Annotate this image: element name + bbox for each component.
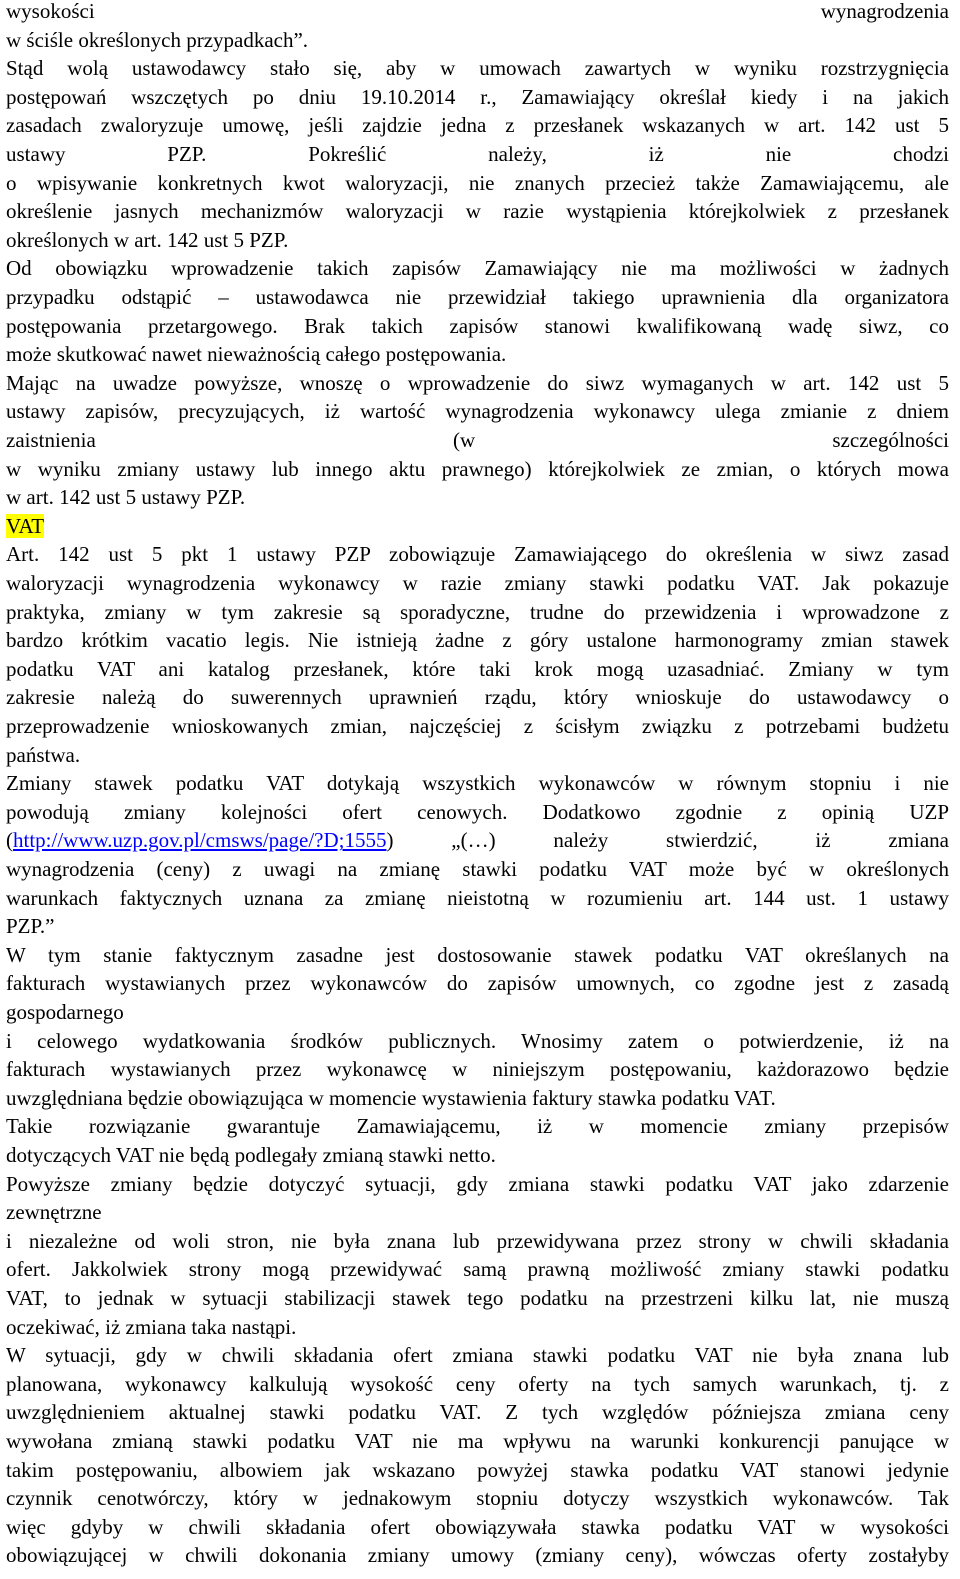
text-line: PZP.”	[6, 914, 55, 939]
text-line: wysokości wynagrodzenia	[6, 0, 949, 23]
text-line: fakturach wystawianych przez wykonawcę w niniejszym postępowaniu, każdorazowo będzie	[6, 1057, 949, 1082]
text-line: zewnętrzne	[6, 1200, 102, 1225]
highlighted-heading: VAT	[6, 513, 45, 538]
text-line: Od obowiązku wprowadzenie takich zapisów Zamawiający nie ma możliwości w żadnych	[6, 256, 949, 281]
text-line: praktyka, zmiany w tym zakresie są sporadyczne, trudne do przewidzenia i wprowadzone z	[6, 599, 949, 624]
text-line: waloryzacji wynagrodzenia wykonawcy w razie zmiany stawki podatku VAT. Jak pokazuje	[6, 571, 949, 595]
text-line: zaistnienia (w szczególności	[6, 428, 949, 452]
text-line: określenie jasnych mechanizmów waloryzacji w razie wystąpienia którejkolwiek z przesłanek	[6, 199, 949, 224]
text-line: w wyniku zmiany ustawy lub innego aktu prawnego) którejkolwiek ze zmian, o których mowa	[6, 456, 949, 481]
uzp-link[interactable]: http://www.uzp.gov.pl/cmsws/page/?D;1555	[13, 828, 387, 853]
text-line: uwzględniana będzie obowiązująca w momencie wystawienia faktury stawka podatku VAT.	[6, 1085, 776, 1110]
text-line: wynagrodzenia (ceny) z uwagi na zmianę stawki podatku VAT może być w określonych	[6, 857, 949, 881]
text-line: Stąd wolą ustawodawcy stało się, aby w umowach zawartych w wyniku rozstrzygnięcia	[6, 56, 949, 81]
text-line: przeprowadzenie wnioskowanych zmian, najczęściej z ścisłym związku z potrzebami budżetu	[6, 714, 949, 738]
text-line: czynnik cenotwórczy, który w jednakowym stopniu dotyczy wszystkich wykonawców. Tak	[6, 1486, 949, 1511]
text-line: ustawy zapisów, precyzujących, iż wartość wynagrodzenia wykonawcy ulega zmianie z dniem	[6, 399, 949, 424]
link-open-paren: (	[6, 828, 13, 853]
text-line: Powyższe zmiany będzie dotyczyć sytuacji, gdy zmiana stawki podatku VAT jako zdarzenie	[6, 1171, 949, 1196]
text-line: Mając na uwadze powyższe, wnoszę o wprowadzenie do siwz wymaganych w art. 142 ust 5	[6, 370, 949, 395]
text-line: postępowania przetargowego. Brak takich zapisów stanowi kwalifikowaną wadę siwz, co	[6, 313, 949, 338]
text-line: w ściśle określonych przypadkach”.	[6, 27, 309, 52]
text-line: warunkach faktycznych uznana za zmianę nieistotną w rozumieniu art. 144 ust. 1 ustawy	[6, 885, 949, 910]
text-line: określonych w art. 142 ust 5 PZP.	[6, 227, 289, 252]
text-line: wywołana zmianą stawki podatku VAT nie ma wpływu na warunki konkurencji panujące w	[6, 1429, 949, 1453]
text-line: oczekiwać, iż zmiana taka nastąpi.	[6, 1314, 297, 1339]
section-heading-vat	[6, 512, 949, 541]
text-line: W tym stanie faktycznym zasadne jest dostosowanie stawek podatku VAT określanych na	[6, 942, 949, 967]
text-line: ofert. Jakkolwiek strony mogą przewidywać samą prawną możliwość zmiany stawki podatku	[6, 1257, 949, 1282]
text-line: planowana, wykonawcy kalkulują wysokość ceny oferty na tych samych warunkach, tj. z	[6, 1371, 949, 1396]
text-line: o wpisywanie konkretnych kwot waloryzacji, nie znanych przecież także Zamawiającemu, ale	[6, 170, 949, 195]
text-line: takim postępowaniu, albowiem jak wskazano powyżej stawka podatku VAT stanowi jedynie	[6, 1457, 949, 1482]
text-line: gospodarnego	[6, 1000, 124, 1024]
text-line: podatku VAT ani katalog przesłanek, które taki krok mogą uzasadniać. Zmiany w tym	[6, 656, 949, 681]
text-line: państwa.	[6, 742, 81, 767]
text-line: więc gdyby w chwili składania ofert obowiązywała stawka podatku VAT w wysokości	[6, 1514, 949, 1539]
text-line: w art. 142 ust 5 ustawy PZP.	[6, 485, 246, 510]
text-line: Art. 142 ust 5 pkt 1 ustawy PZP zobowiązuje Zamawiającego do określenia w siwz zasad	[6, 542, 949, 567]
text-line: i celowego wydatkowania środków publicznych. Wnosimy zatem o potwierdzenie, iż na	[6, 1028, 949, 1053]
text-line: może skutkować nawet nieważnością całego postępowania.	[6, 342, 507, 367]
text-line: Takie rozwiązanie gwarantuje Zamawiającemu, iż w momencie zmiany przepisów	[6, 1114, 949, 1139]
text-line: i niezależne od woli stron, nie była znana lub przewidywana przez strony w chwili składania	[6, 1228, 949, 1253]
text-line: W sytuacji, gdy w chwili składania ofert zmiana stawki podatku VAT nie była znana lub	[6, 1343, 949, 1368]
text-line: dotyczących VAT nie będą podlegały zmianą stawki netto.	[6, 1143, 496, 1167]
text-line: zasadach zwaloryzuje umowę, jeśli zajdzie jedna z przesłanek wskazanych w art. 142 ust 5	[6, 113, 949, 138]
text-line: obowiązującej w chwili dokonania zmiany umowy (zmiany ceny), wówczas oferty zostałyby	[6, 1543, 949, 1568]
text-line: powodują zmiany kolejności ofert cenowych. Dodatkowo zgodnie z opinią UZP	[6, 799, 949, 824]
text-line: ustawy PZP. Pokreślić należy, iż nie chodzi	[6, 142, 949, 166]
link-trailing-text: ) „(…) należy stwierdzić, iż zmiana	[386, 828, 949, 853]
text-line: fakturach wystawianych przez wykonawców do zapisów umownych, co zgodne jest z zasadą	[6, 971, 949, 996]
text-line: VAT, to jednak w sytuacji stabilizacji stawek tego podatku na przestrzeni kilku lat, nie muszą	[6, 1286, 949, 1310]
text-line: postępowań wszczętych po dniu 19.10.2014 r., Zamawiający określał kiedy i na jakich	[6, 84, 949, 109]
text-line: bardzo krótkim vacatio legis. Nie istnieją żadne z góry ustalone harmonogramy zmian stawek	[6, 628, 949, 653]
text-line: zakresie należą do suwerennych uprawnień rządu, który wnioskuje do ustawodawcy o	[6, 685, 949, 710]
text-line: przypadku odstąpić – ustawodawca nie przewidział takiego uprawnienia dla organizatora	[6, 285, 949, 309]
text-line-with-link	[6, 826, 949, 855]
text-line: Zmiany stawek podatku VAT dotykają wszystkich wykonawców w równym stopniu i nie	[6, 771, 949, 796]
text-line: uwzględnieniem aktualnej stawki podatku VAT. Z tych względów późniejsza zmiana ceny	[6, 1400, 949, 1425]
